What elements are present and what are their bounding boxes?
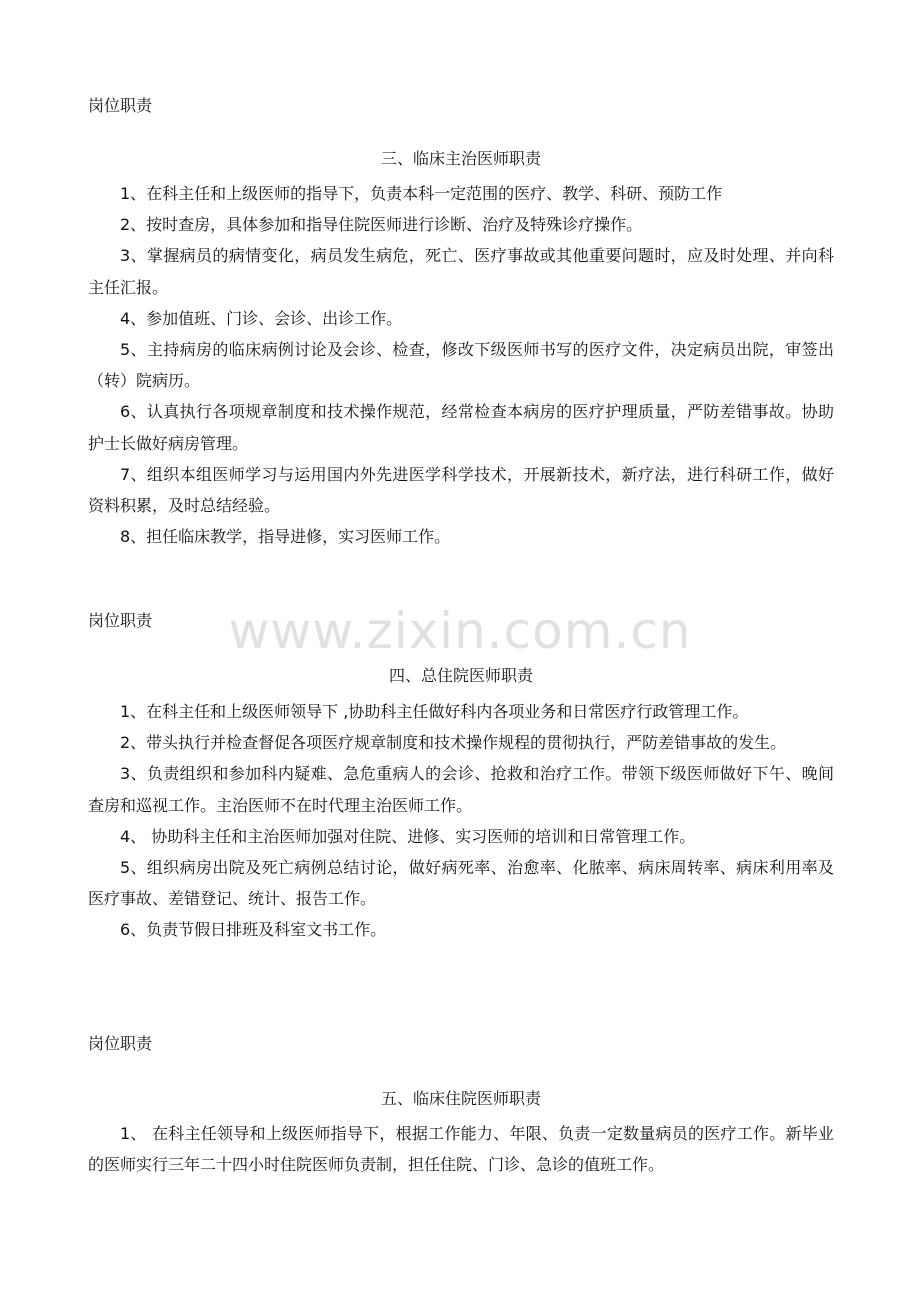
section-3 <box>88 96 834 552</box>
duty-item: 2、带头执行并检查督促各项医疗规章制度和技术操作规程的贯彻执行，严防差错事故的发生。 <box>120 733 787 753</box>
duty-list <box>88 696 834 946</box>
watermark-text: www.zixin.com.cn <box>228 602 692 660</box>
section-title: 四、总住院医师职责 <box>388 666 533 685</box>
duty-item: 7、组织本组医师学习与运用国内外先进医学科学技术，开展新技术，新疗法，进行科研工作，做好资料积累，及时总结经验。 <box>88 464 834 516</box>
section-header-label: 岗位职责 <box>88 1034 153 1053</box>
duty-item: 5、组织病房出院及死亡病例总结讨论，做好病死率、治愈率、化脓率、病床周转率、病床利用率及医疗事故、差错登记、统计、报告工作。 <box>88 858 834 909</box>
section-title: 三、临床主治医师职责 <box>380 149 541 168</box>
duty-item: 4、 协助科主任和主治医师加强对住院、进修、实习医师的培训和日常管理工作。 <box>120 826 696 846</box>
duty-item: 4、参加值班、门诊、会诊、出诊工作。 <box>120 308 403 328</box>
duty-item: 1、 在科主任领导和上级医师指导下，根据工作能力、年限、负责一定数量病员的医疗工作。新毕业的医师实行三年二十四小时住院医师负责制，担任住院、门诊、急诊的值班工作。 <box>88 1124 834 1175</box>
duty-item: 5、主持病房的临床病例讨论及会诊、检查，修改下级医师书写的医疗文件，决定病员出院，审签出（转）院病历。 <box>88 340 834 391</box>
duty-item: 1、在科主任和上级医师领导下 ,协助科主任做好科内各项业务和日常医疗行政管理工作。 <box>120 702 749 721</box>
duty-item: 6、认真执行各项规章制度和技术操作规范，经常检查本病房的医疗护理质量，严防差错事故。协助护士长做好病房管理。 <box>88 402 834 453</box>
section-header-label: 岗位职责 <box>88 96 153 115</box>
section-4 <box>88 611 834 946</box>
duty-item: 2、按时查房，具体参加和指导住院医师进行诊断、治疗及特殊诊疗操作。 <box>120 215 643 235</box>
duty-list <box>88 1118 834 1180</box>
section-header-label: 岗位职责 <box>88 611 153 630</box>
duty-item: 1、在科主任和上级医师的指导下，负责本科一定范围的医疗、教学、科研、预防工作 <box>120 184 723 203</box>
duty-item: 3、负责组织和参加科内疑难、急危重病人的会诊、抢救和治疗工作。带领下级医师做好下午、晚间查房和巡视工作。主治医师不在时代理主治医师工作。 <box>88 764 834 815</box>
section-title: 五、临床住院医师职责 <box>380 1089 541 1108</box>
section-5 <box>88 1034 834 1180</box>
duty-item: 6、负责节假日排班及科室文书工作。 <box>120 920 387 940</box>
duty-list <box>88 178 834 552</box>
duty-item: 8、担任临床教学，指导进修，实习医师工作。 <box>120 527 451 547</box>
duty-item: 3、掌握病员的病情变化，病员发生病危，死亡、医疗事故或其他重要问题时，应及时处理、并向科主任汇报。 <box>88 246 834 297</box>
